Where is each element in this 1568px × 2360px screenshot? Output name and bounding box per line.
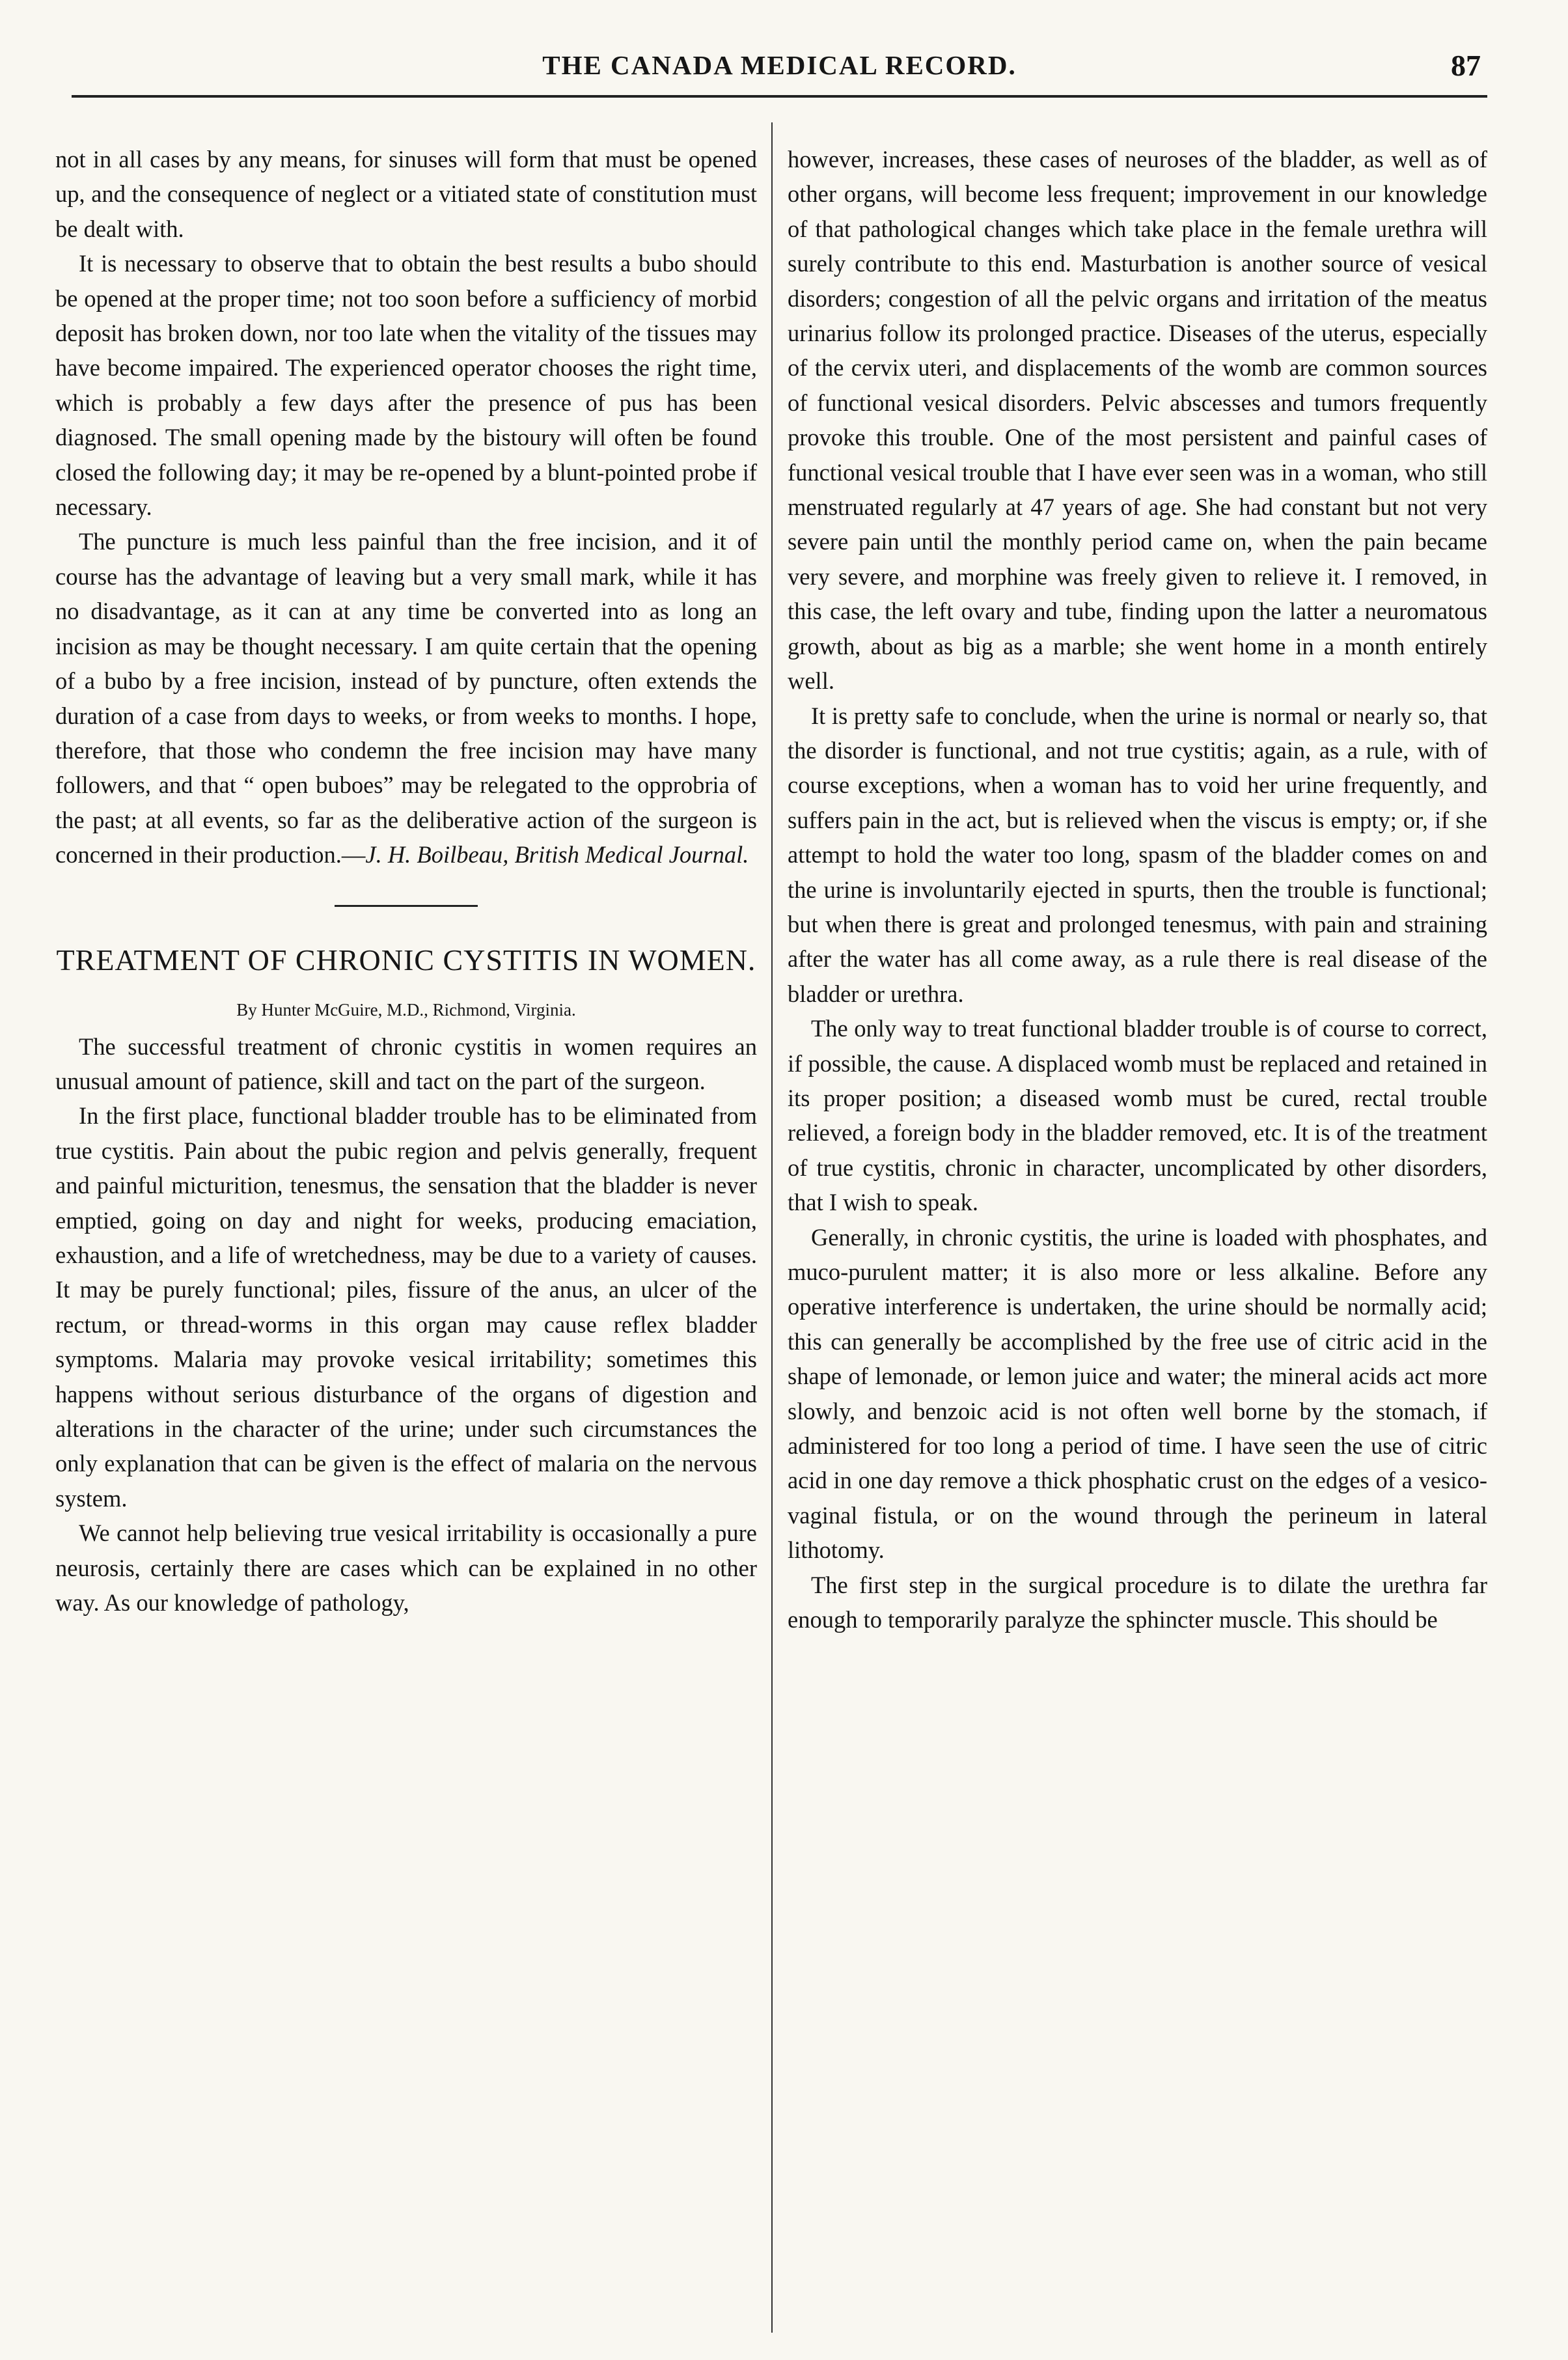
- header-rule: [72, 95, 1487, 98]
- article-byline: By Hunter McGuire, M.D., Richmond, Virginia.: [236, 999, 576, 1020]
- right-column: [788, 142, 1487, 1637]
- column-divider: [771, 122, 773, 2333]
- paragraph: however, increases, these cases of neuroses of the bladder, as well as of other organs, will become less frequent; improvement in our knowledge of that pathological changes which take place in the female urethra will surely contribute to this end. Masturbation is another source of vesical disorders; congestion of all the pelvic organs and irritation of the meatus urinarius follow its prolonged practice. Diseases of the uterus, especially of the cervix uteri, and displacements of the womb are common sources of functional vesical disorders. Pelvic abscesses and tumors frequently provoke this trouble. One of the most persistent and painful cases of functional vesical trouble that I have ever seen was in a woman, who still menstruated regularly at 47 years of age. She had constant but not very severe pain until the monthly period came on, when the pain became very severe, and morphine was freely given to relieve it. I removed, in this case, the left ovary and tube, finding upon the latter a neuromatous growth, about as big as a marble; she went home in a month entirely well.: [788, 146, 1487, 695]
- left-column: [55, 142, 757, 1620]
- section-divider: [335, 905, 478, 907]
- journal-title: THE CANADA MEDICAL RECORD.: [542, 50, 1017, 80]
- paragraph: not in all cases by any means, for sinuses will form that must be opened up, and the consequence of neglect or a vitiated state of constitution must be dealt with.: [55, 146, 757, 242]
- paragraph: The first step in the surgical procedure is to dilate the urethra far enough to temporarily paralyze the sphincter muscle. This should be: [788, 1571, 1487, 1633]
- paragraph: In the first place, functional bladder trouble has to be eliminated from true cystitis. Pain about the pubic region and pelvis generally, frequent and painful micturition, tenesmus, the sensation that the bladder is never emptied, going on day and night for weeks, producing emaciation, exhaustion, and a life of wretchedness, may be due to a variety of causes. It may be purely functional; piles, fissure of the anus, an ulcer of the rectum, or thread-worms in this organ may cause reflex bladder symptoms. Malaria may provoke vesical irritability; sometimes this happens without serious disturbance of the organs of digestion and alterations in the character of the urine; under such circumstances the only explanation that can be given is the effect of malaria on the nervous system.: [55, 1102, 757, 1512]
- citation: J. H. Boilbeau, British Medical Journal.: [365, 841, 749, 868]
- page-number: 87: [1451, 49, 1481, 82]
- paragraph: It is necessary to observe that to obtain the best results a bubo should be opened at the proper time; not too soon before a sufficiency of morbid deposit has broken down, nor too late when the vitality of the tissues may have become impaired. The experienced operator chooses the right time, which is probably a few days after the presence of pus has been diagnosed. The small opening made by the bistoury will often be found closed the following day; it may be re-opened by a blunt-pointed probe if necessary.: [55, 250, 757, 521]
- paragraph: [55, 524, 757, 872]
- paragraph: The successful treatment of chronic cystitis in women requires an unusual amount of patience, skill and tact on the part of the surgeon.: [55, 1033, 757, 1094]
- paragraph: It is pretty safe to conclude, when the urine is normal or nearly so, that the disorder is functional, and not true cystitis; again, as a rule, with of course exceptions, when a woman has to void her urine frequently, and suffers pain in the act, but is relieved when the viscus is empty; or, if she attempt to hold the water too long, spasm of the bladder comes on and the urine is involuntarily ejected in spurts, then the trouble is functional; but when there is great and prolonged tenesmus, with pain and straining after the water has all come away, as a rule there is real disease of the bladder or urethra.: [788, 702, 1487, 1007]
- paragraph: We cannot help believing true vesical irritability is occasionally a pure neurosis, certainly there are cases which can be explained in no other way. As our knowledge of pathology,: [55, 1520, 757, 1617]
- paragraph: The only way to treat functional bladder trouble is of course to correct, if possible, the cause. A displaced womb must be replaced and retained in its proper position; a diseased womb must be cured, rectal trouble relieved, a foreign body in the bladder removed, etc. It is of the treatment of true cystitis, chronic in character, uncomplicated by other disorders, that I wish to speak.: [788, 1015, 1487, 1216]
- page-header: [72, 44, 1487, 107]
- paragraph: Generally, in chronic cystitis, the urine is loaded with phosphates, and muco-purulent matter; it is also more or less alkaline. Before any operative interference is undertaken, the urine should be normally acid; this can generally be accomplished by the free use of citric acid in the shape of lemonade, or lemon juice and water; the mineral acids act more slowly, and benzoic acid is not often well borne by the stomach, if administered for too long a period of time. I have seen the use of citric acid in one day remove a thick phosphatic crust on the edges of a vesico-vaginal fistula, or on the wound through the perineum in lateral lithotomy.: [788, 1223, 1487, 1564]
- article-title: TREATMENT OF CHRONIC CYSTITIS IN WOMEN.: [56, 943, 756, 977]
- paragraph-text: The puncture is much less painful than the free incision, and it of course has the advantage of leaving but a very small mark, while it has no disadvantage, as it can at any time be converted into as long an incision as may be thought necessary. I am quite certain that the opening of a bubo by a free incision, instead of by puncture, often extends the duration of a case from days to weeks, or from weeks to months. I hope, therefore, that those who condemn the free incision may have many followers, and that “ open buboes” may be relegated to the opprobria of the past; at all events, so far as the deliberative action of the surgeon is concerned in their production.—: [55, 528, 757, 868]
